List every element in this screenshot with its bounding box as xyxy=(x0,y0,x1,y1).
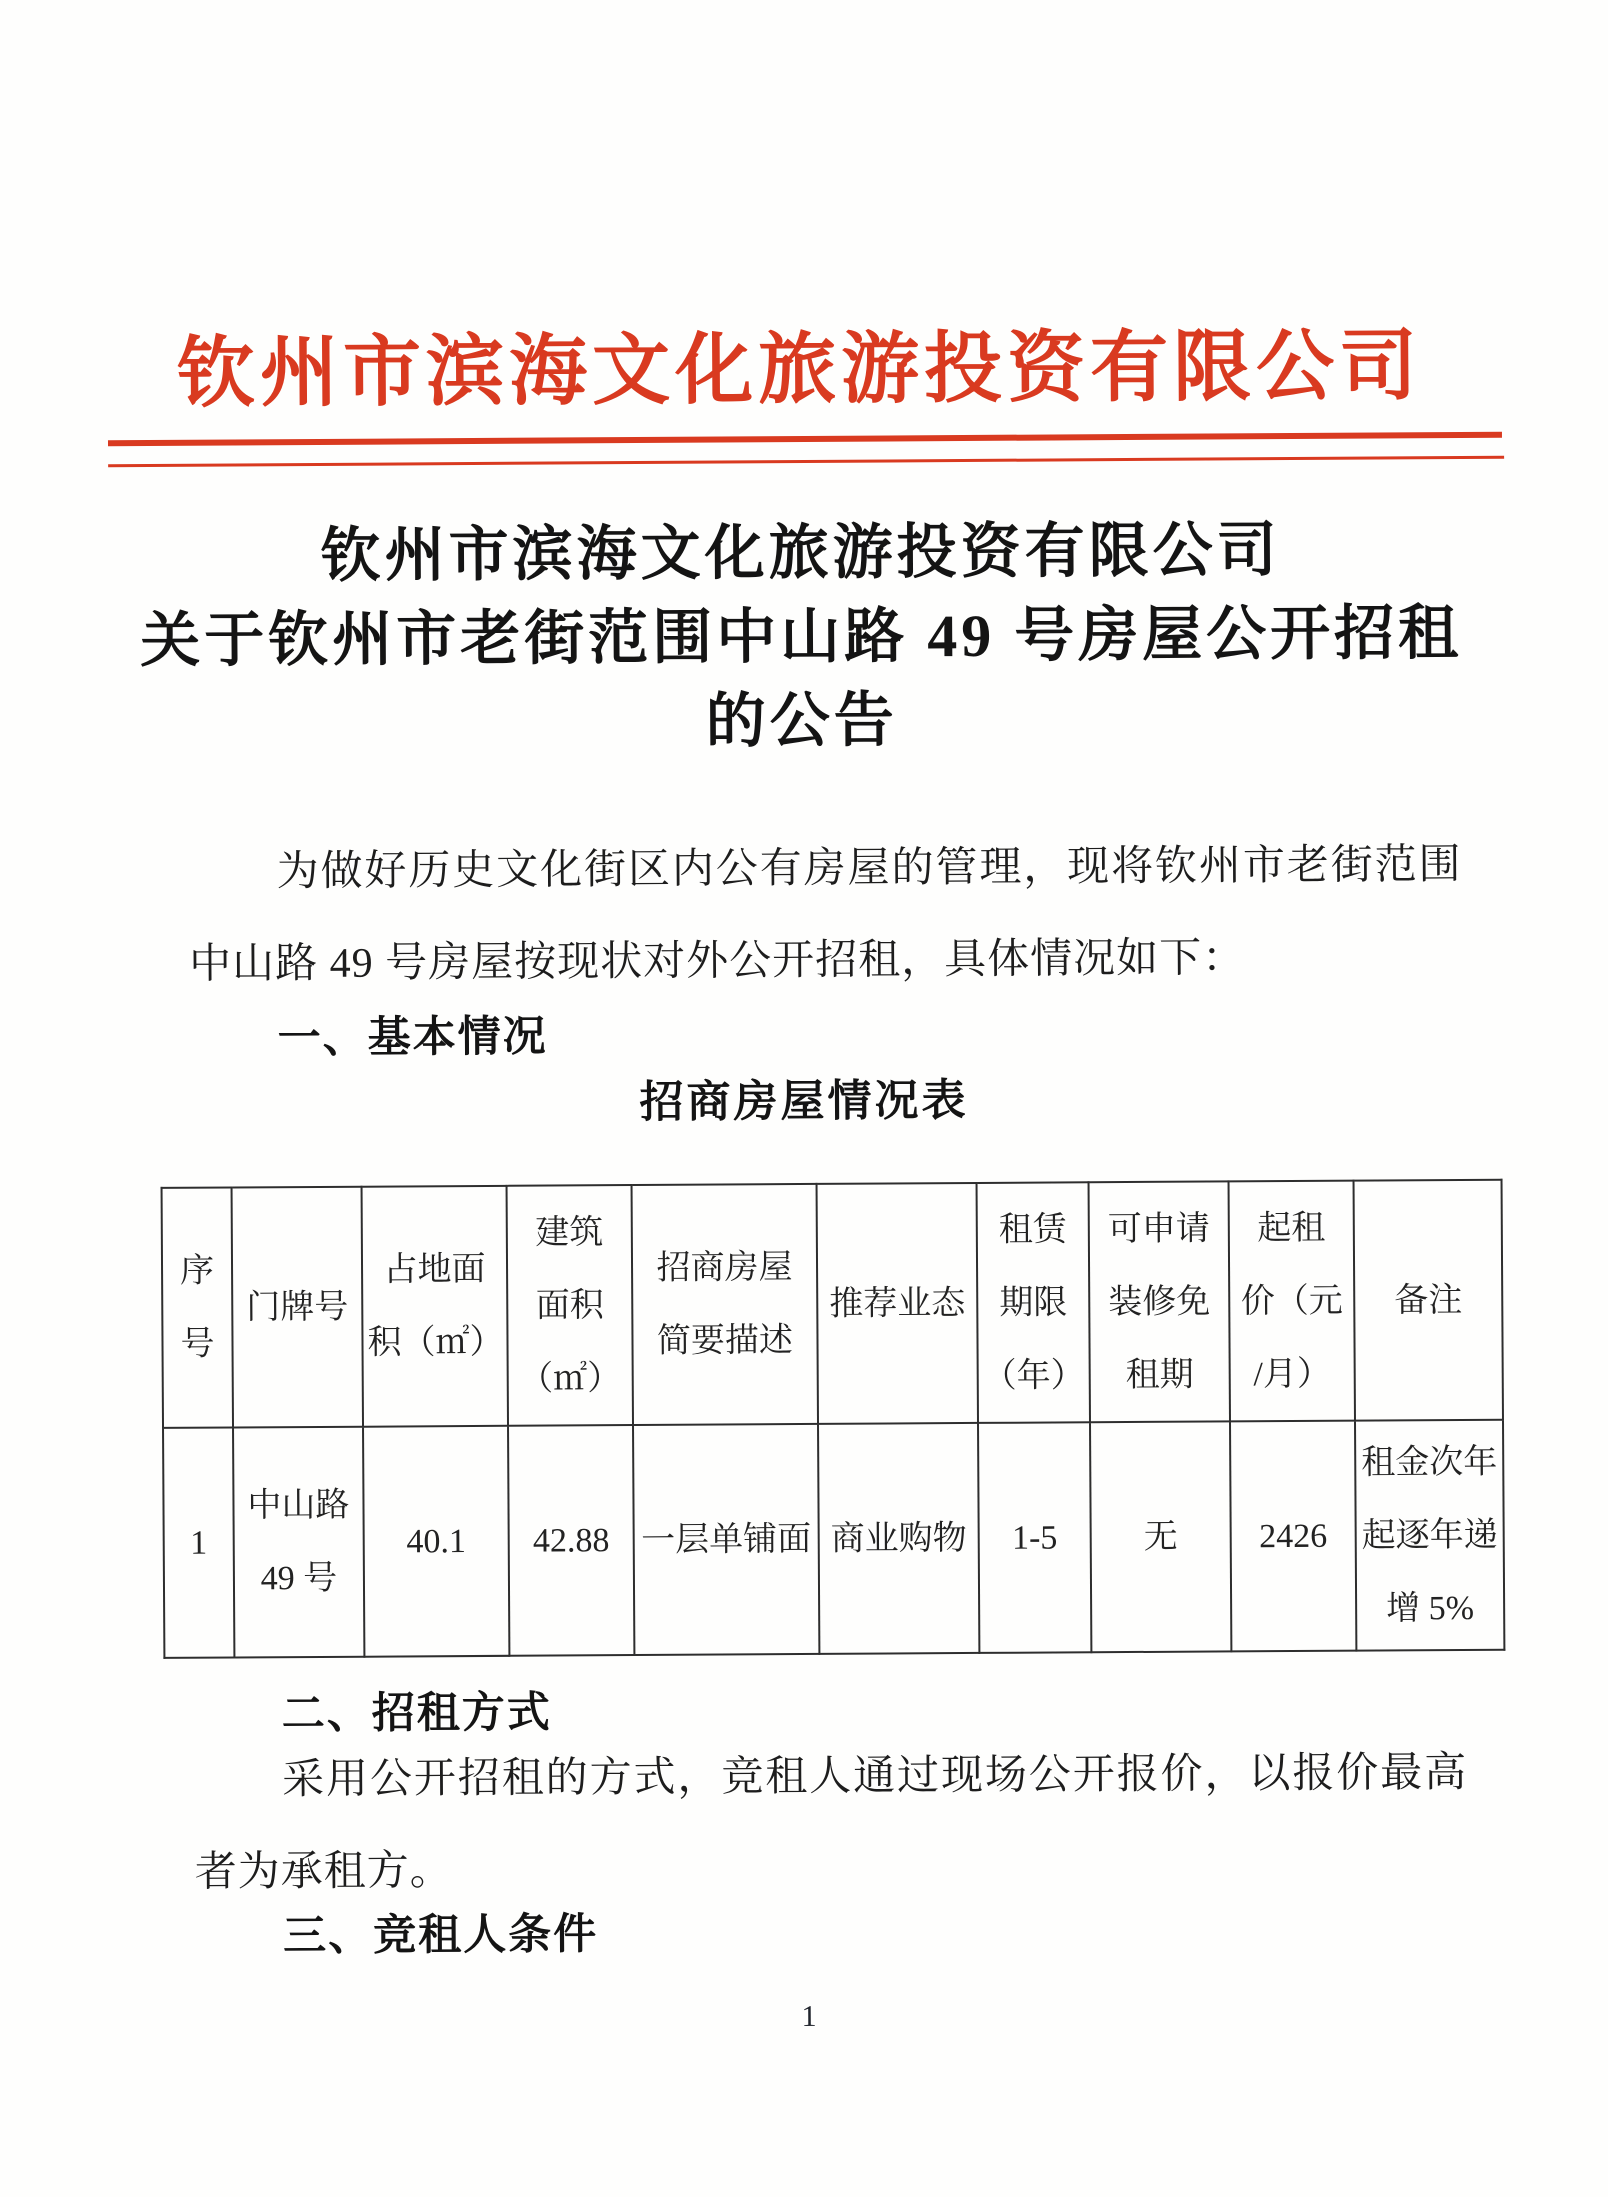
table-header-building-area: 建筑 面积 （㎡） xyxy=(507,1185,633,1426)
cell-building-area: 42.88 xyxy=(508,1425,634,1656)
table-header-recommended-business: 推荐业态 xyxy=(817,1183,978,1424)
document-title xyxy=(0,506,1606,768)
page-number: 1 xyxy=(801,1999,818,2034)
cell-rentfree-period: 无 xyxy=(1090,1421,1231,1652)
cell-description: 一层单铺面 xyxy=(633,1424,819,1655)
document-title-line2: 关于钦州市老街范围中山路 49 号房屋公开招租 xyxy=(140,599,1463,675)
cell-lease-term: 1-5 xyxy=(978,1422,1091,1653)
section-heading-basic-info: 一、基本情况 xyxy=(277,1013,548,1063)
table-title: 招商房屋情况表 xyxy=(639,1075,969,1128)
cell-land-area: 40.1 xyxy=(363,1426,509,1657)
section-heading-lease-method: 二、招租方式 xyxy=(281,1689,552,1739)
table-header-seq: 序 号 xyxy=(162,1187,233,1427)
table-header-lease-term: 租赁 期限 （年） xyxy=(977,1182,1090,1423)
lease-method-paragraph: 采用公开招租的方式，竞租人通过现场公开报价，以报价最高者为承租方。 xyxy=(194,1749,1468,1896)
section-heading-bidder-conditions: 三、竞租人条件 xyxy=(282,1911,599,1961)
document-title-line3: 的公告 xyxy=(705,687,898,755)
table-header-door-number: 门牌号 xyxy=(232,1187,363,1428)
letterhead-company-name: 钦州市滨海文化旅游投资有限公司 xyxy=(176,322,1423,417)
table-header-row xyxy=(162,1180,1503,1428)
letterhead-divider-thick xyxy=(108,432,1502,447)
table-header-remarks: 备注 xyxy=(1354,1180,1503,1421)
intro-paragraph: 为做好历史文化街区内公有房屋的管理，现将钦州市老街范围中山路 49 号房屋按现状对外公开招租，具体情况如下： xyxy=(189,841,1462,988)
letterhead-divider-thin xyxy=(108,456,1504,468)
table-header-land-area: 占地面 积（㎡） xyxy=(362,1186,508,1427)
property-table xyxy=(161,1179,1506,1659)
cell-starting-price: 2426 xyxy=(1230,1421,1356,1652)
table-data-row xyxy=(163,1420,1504,1658)
document-title-line1: 钦州市滨海文化旅游投资有限公司 xyxy=(320,517,1281,589)
cell-seq: 1 xyxy=(163,1427,234,1657)
table-header-rentfree-period: 可申请 装修免 租期 xyxy=(1089,1181,1230,1422)
cell-recommended-business: 商业购物 xyxy=(818,1423,979,1654)
table-header-description: 招商房屋 简要描述 xyxy=(632,1184,818,1425)
cell-door-number: 中山路 49 号 xyxy=(233,1427,364,1658)
cell-remarks: 租金次年 起逐年递 增 5% xyxy=(1355,1420,1504,1651)
document-sheet xyxy=(0,321,1608,2042)
table-header-starting-price: 起租 价（元 /月） xyxy=(1229,1181,1355,1422)
